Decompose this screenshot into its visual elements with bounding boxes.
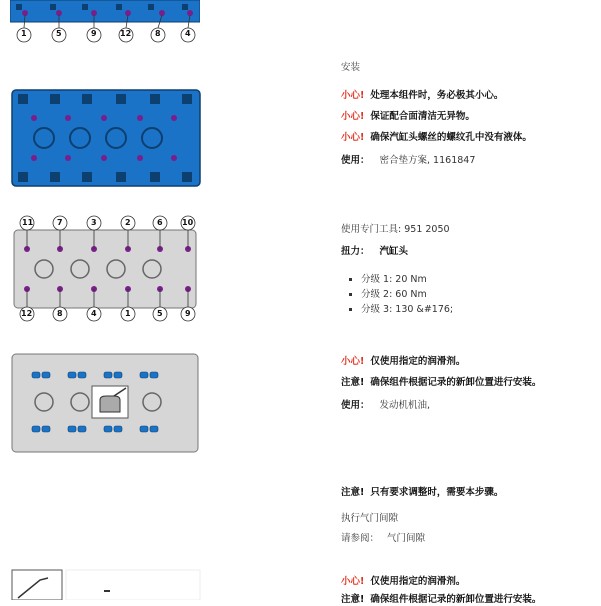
bolt-label: 12 <box>21 309 33 318</box>
caution-text: 仅使用指定的润滑剂。 <box>370 356 466 367</box>
caution-line <box>341 132 532 144</box>
bolt-label: 10 <box>182 218 194 227</box>
caution-text: 处理本组件时，务必极其小心。 <box>370 90 504 101</box>
bolt-label: 2 <box>125 218 131 227</box>
note-text: 只有要求调整时，需要本步骤。 <box>370 487 504 498</box>
bolt-label: 9 <box>91 29 97 38</box>
use-value: 密合垫方案, 1161847 <box>379 155 476 166</box>
bolt-label: 4 <box>185 29 191 38</box>
use-label: 使用： <box>341 155 370 166</box>
cylinder-head-grey-illustration <box>10 214 200 324</box>
tool-label: 使用专门工具: <box>341 224 402 235</box>
section-heading-install: 安装 <box>341 62 361 73</box>
bolt-label: 9 <box>185 309 191 318</box>
torque-steps <box>341 274 453 319</box>
caution-line <box>341 356 465 368</box>
cylinder-head-oil-illustration <box>10 352 200 454</box>
caution-text: 仅使用指定的润滑剂。 <box>370 576 466 587</box>
note-tag: 注意! <box>341 377 365 388</box>
caution-tag: 小心! <box>341 90 365 101</box>
reference-link[interactable]: 气门间隙 <box>387 533 426 544</box>
bolt-label: 4 <box>91 309 97 318</box>
use-line <box>341 400 430 412</box>
bolt-label: 12 <box>120 29 132 38</box>
figure-head-bolt-order-top <box>10 0 200 48</box>
caution-line <box>341 576 465 588</box>
bolt-label: 11 <box>22 218 34 227</box>
bolt-label: 7 <box>57 218 63 227</box>
torque-step: ▪ 分级 1: 20 Nm <box>361 274 453 286</box>
torque-line <box>341 246 408 258</box>
use-value: 发动机机油, <box>379 400 431 411</box>
use-label: 使用： <box>341 400 370 411</box>
caution-tag: 小心! <box>341 356 365 367</box>
caution-text: 确保汽缸头螺丝的螺纹孔中没有液体。 <box>370 132 532 143</box>
note-line <box>341 487 503 499</box>
oil-can-icon <box>10 568 202 600</box>
bolt-label: 8 <box>155 29 161 38</box>
note-tag: 注意! <box>341 594 365 605</box>
bolt-label: 1 <box>21 29 27 38</box>
caution-line <box>341 90 503 102</box>
bolt-label: 1 <box>125 309 131 318</box>
note-line <box>341 594 541 606</box>
figure-head-lubricate <box>10 352 200 458</box>
tool-line <box>341 224 450 236</box>
caution-tag: 小心! <box>341 576 365 587</box>
bolt-label: 6 <box>157 218 163 227</box>
figure-head-install <box>10 88 202 192</box>
reference-line <box>341 533 425 545</box>
note-text: 确保组件根据记录的新卸位置进行安装。 <box>370 594 542 605</box>
bolt-label: 8 <box>57 309 63 318</box>
note-text: 确保组件根据记录的新卸位置进行安装。 <box>370 377 542 388</box>
bolt-label: 5 <box>157 309 163 318</box>
cylinder-head-blue-illustration <box>10 88 202 188</box>
bolt-label: 3 <box>91 218 97 227</box>
caution-text: 保证配合面清洁无异物。 <box>370 111 475 122</box>
tool-value: 951 2050 <box>404 224 450 235</box>
reference-label: 请参阅： <box>341 533 380 544</box>
caution-line <box>341 111 475 123</box>
note-line <box>341 377 541 389</box>
torque-step: ▪ 分级 3: 130 &#176; <box>361 304 453 316</box>
caution-tag: 小心! <box>341 111 365 122</box>
torque-step: ▪ 分级 2: 60 Nm <box>361 289 453 301</box>
figure-head-torque-sequence <box>10 214 200 328</box>
torque-label: 扭力： <box>341 246 370 257</box>
torque-value: 汽缸头 <box>379 246 409 257</box>
caution-tag: 小心! <box>341 132 365 143</box>
figure-oil-can-bottom <box>10 568 202 604</box>
use-line <box>341 155 475 167</box>
torque-step-list <box>341 274 453 316</box>
bolt-label: 5 <box>56 29 62 38</box>
note-tag: 注意! <box>341 487 365 498</box>
adjust-step-text: 执行气门间隙 <box>341 513 399 524</box>
